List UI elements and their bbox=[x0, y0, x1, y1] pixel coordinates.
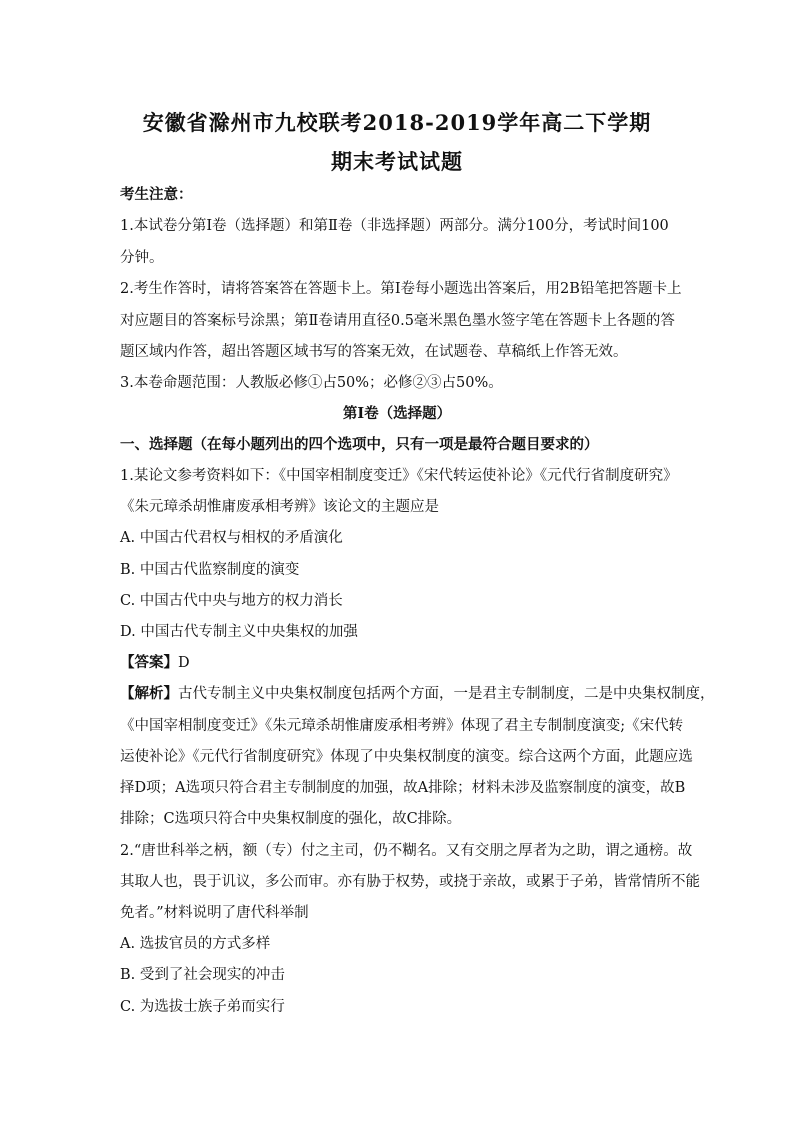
question-1-answer bbox=[120, 653, 680, 673]
notice-line: 分钟。 bbox=[120, 250, 164, 266]
notice-heading: 考生注意： bbox=[120, 186, 193, 203]
notice-line: 题区域内作答，超出答题区域书写的答案无效，在试题卷、草稿纸上作答无效。 bbox=[120, 344, 628, 360]
answer-label: 【答案】 bbox=[120, 654, 178, 671]
question-1-option: C. 中国古代中央与地方的权力消长 bbox=[120, 593, 343, 609]
analysis-line: 运使补论》《元代行省制度研究》体现了中央集权制度的演变。综合这两个方面，此题应选 bbox=[120, 749, 693, 765]
title-line-2: 期末考试试题 bbox=[331, 149, 463, 174]
question-1-option: D. 中国古代专制主义中央集权的加强 bbox=[120, 624, 358, 640]
analysis-line: 择D项；A选项只符合君主专制制度的加强，故A排除；材料未涉及监察制度的演变，故B bbox=[120, 780, 686, 796]
notice-line: 1.本试卷分第Ⅰ卷（选择题）和第Ⅱ卷（非选择题）两部分。满分100分，考试时间100 bbox=[120, 218, 669, 234]
question-1-option: A. 中国古代君权与相权的矛盾演化 bbox=[120, 530, 343, 546]
question-2-stem: 2.“唐世科举之柄，额（专）付之主司，仍不糊名。又有交朋之厚者为之助，谓之通榜。故 bbox=[120, 843, 693, 859]
notice-line: 2.考生作答时，请将答案答在答题卡上。第Ⅰ卷每小题选出答案后，用2B铅笔把答题卡上 bbox=[120, 281, 682, 297]
analysis-text: 古代专制主义中央集权制度包括两个方面，一是君主专制制度，二是中央集权制度， bbox=[178, 686, 715, 702]
answer-value: D bbox=[178, 655, 190, 671]
question-1-stem: 1.某论文参考资料如下：《中国宰相制度变迁》《宋代转运使补论》《元代行省制度研究》 bbox=[120, 468, 678, 484]
notice-line: 对应题目的答案标号涂黑；第Ⅱ卷请用直径0.5毫米黑色墨水签字笔在答题卡上各题的答 bbox=[120, 313, 675, 329]
question-2-option: A. 选拔官员的方式多样 bbox=[120, 936, 271, 952]
notice-line: 3.本卷命题范围：人教版必修①占50%；必修②③占50%。 bbox=[120, 375, 503, 391]
question-2-stem: 免者。”材料说明了唐代科举制 bbox=[120, 905, 309, 921]
question-1-option: B. 中国古代监察制度的演变 bbox=[120, 562, 300, 578]
section-title: 第Ⅰ卷（选择题） bbox=[342, 405, 452, 422]
analysis-line: 排除；C选项只符合中央集权制度的强化，故C排除。 bbox=[120, 811, 462, 827]
question-2-stem: 其取人也，畏于讥议，多公而审。亦有胁于权势，或挠于亲故，或累于子弟，皆常情所不能 bbox=[120, 874, 700, 890]
question-1-stem: 《朱元璋杀胡惟庸废承相考辨》该论文的主题应是 bbox=[120, 499, 439, 515]
part-heading: 一、选择题（在每小题列出的四个选项中，只有一项是最符合题目要求的） bbox=[120, 436, 599, 453]
question-2-option: C. 为选拔士族子弟而实行 bbox=[120, 999, 285, 1015]
title-line-1: 安徽省滁州市九校联考2018-2019学年高二下学期 bbox=[142, 110, 652, 135]
analysis-line: 《中国宰相制度变迁》《朱元璋杀胡惟庸废承相考辨》体现了君主专制制度演变;《宋代转 bbox=[120, 718, 684, 734]
question-2-option: B. 受到了社会现实的冲击 bbox=[120, 967, 285, 983]
question-1-analysis bbox=[120, 684, 715, 704]
analysis-label: 【解析】 bbox=[120, 685, 178, 702]
